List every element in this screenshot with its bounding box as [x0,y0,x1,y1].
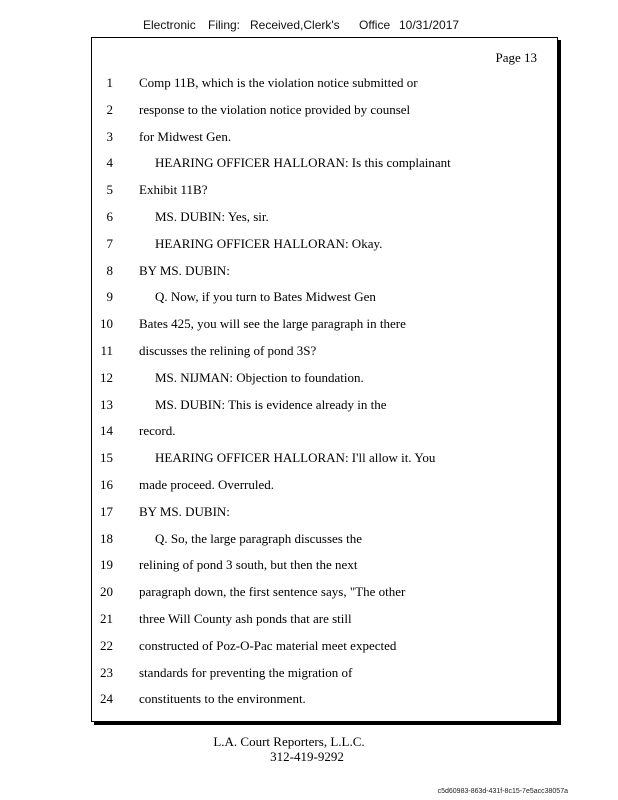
transcript-line [92,531,557,551]
transcript-line [92,263,557,283]
line-text: Q. Now, if you turn to Bates Midwest Gen [155,289,376,305]
line-text: Comp 11B, which is the violation notice submitted or [139,75,418,90]
line-text: made proceed. Overruled. [139,477,274,492]
line-number: 22 [100,637,113,653]
transcript-line [92,477,557,497]
line-text: HEARING OFFICER HALLORAN: Okay. [155,235,383,251]
line-number: 10 [100,316,113,332]
document-hash: c5d60983-863d-431f-8c15-7e5acc38057a [437,788,568,795]
line-text: constituents to the environment. [139,691,306,707]
stamp-date: 10/31/2017 [399,18,460,32]
line-number: 9 [106,289,113,305]
transcript-line [92,638,557,658]
line-number: 16 [100,477,113,492]
line-number: 23 [100,664,113,680]
transcript-line [92,397,557,417]
transcript-line [92,75,557,95]
line-text: discusses the relining of pond 3S? [139,343,317,358]
line-text: response to the violation notice provided by counsel [139,101,411,117]
transcript-line [92,182,557,202]
line-text: paragraph down, the first sentence says, "The other [139,584,406,600]
reporter-company: L.A. Court Reporters, L.L.C. [213,734,365,749]
line-number: 8 [106,262,113,278]
transcript-line [92,129,557,149]
stamp-word-office: Office [359,18,391,32]
line-number: 17 [100,503,113,519]
transcript-line [92,611,557,631]
line-number: 5 [106,182,113,198]
line-text: for Midwest Gen. [139,128,232,144]
line-number: 24 [100,691,113,707]
line-text: BY MS. DUBIN: [139,262,230,278]
transcript-line [92,450,557,470]
transcript-line [92,423,557,443]
line-text: standards for preventing the migration of [139,664,353,680]
transcript-line [92,209,557,229]
line-text: MS. DUBIN: This is evidence already in the [155,396,387,412]
transcript-line [92,343,557,363]
transcript-line [92,236,557,256]
transcript-line [92,289,557,309]
line-number: 13 [100,396,113,412]
filing-stamp [0,18,618,36]
transcript-line [92,504,557,524]
transcript-line [92,102,557,122]
line-text: HEARING OFFICER HALLORAN: Is this complainant [155,155,451,171]
line-number: 14 [100,423,113,439]
line-number: 3 [106,128,113,144]
line-number: 4 [106,155,113,171]
stamp-word-filing: Filing: [208,18,241,32]
line-number: 2 [106,101,113,117]
reporter-phone: 312-419-9292 [270,749,344,764]
line-number: 19 [100,557,113,573]
transcript-line [92,584,557,604]
line-number: 15 [100,450,113,466]
line-text: relining of pond 3 south, but then the next [139,557,358,573]
line-text: Q. So, the large paragraph discusses the [155,530,362,546]
line-number: 7 [106,235,113,251]
line-number: 18 [100,530,113,546]
line-text: three Will County ash ponds that are still [139,611,352,626]
transcript-line [92,691,557,711]
transcript-line [92,316,557,336]
stamp-word-received: Received,Clerk's [250,18,340,32]
line-text: HEARING OFFICER HALLORAN: I'll allow it. You [155,450,436,466]
line-text: Exhibit 11B? [139,182,208,198]
line-text: record. [139,423,176,439]
line-text: BY MS. DUBIN: [139,503,230,519]
line-number: 21 [100,611,113,626]
transcript-line [92,155,557,175]
line-text: constructed of Poz-O-Pac material meet expected [139,637,397,653]
line-number: 12 [100,369,113,385]
transcript-page [91,37,558,722]
stamp-word-electronic: Electronic [143,18,196,32]
transcript-line [92,665,557,685]
transcript-line [92,557,557,577]
line-text: MS. DUBIN: Yes, sir. [155,209,269,224]
line-number: 20 [100,584,113,600]
line-text: Bates 425, you will see the large paragraph in there [139,316,406,332]
transcript-line [92,370,557,390]
line-number: 1 [106,75,113,90]
line-number: 11 [100,343,113,358]
page-number: Page 13 [495,50,537,65]
line-number: 6 [106,209,113,224]
line-text: MS. NIJMAN: Objection to foundation. [155,369,364,385]
